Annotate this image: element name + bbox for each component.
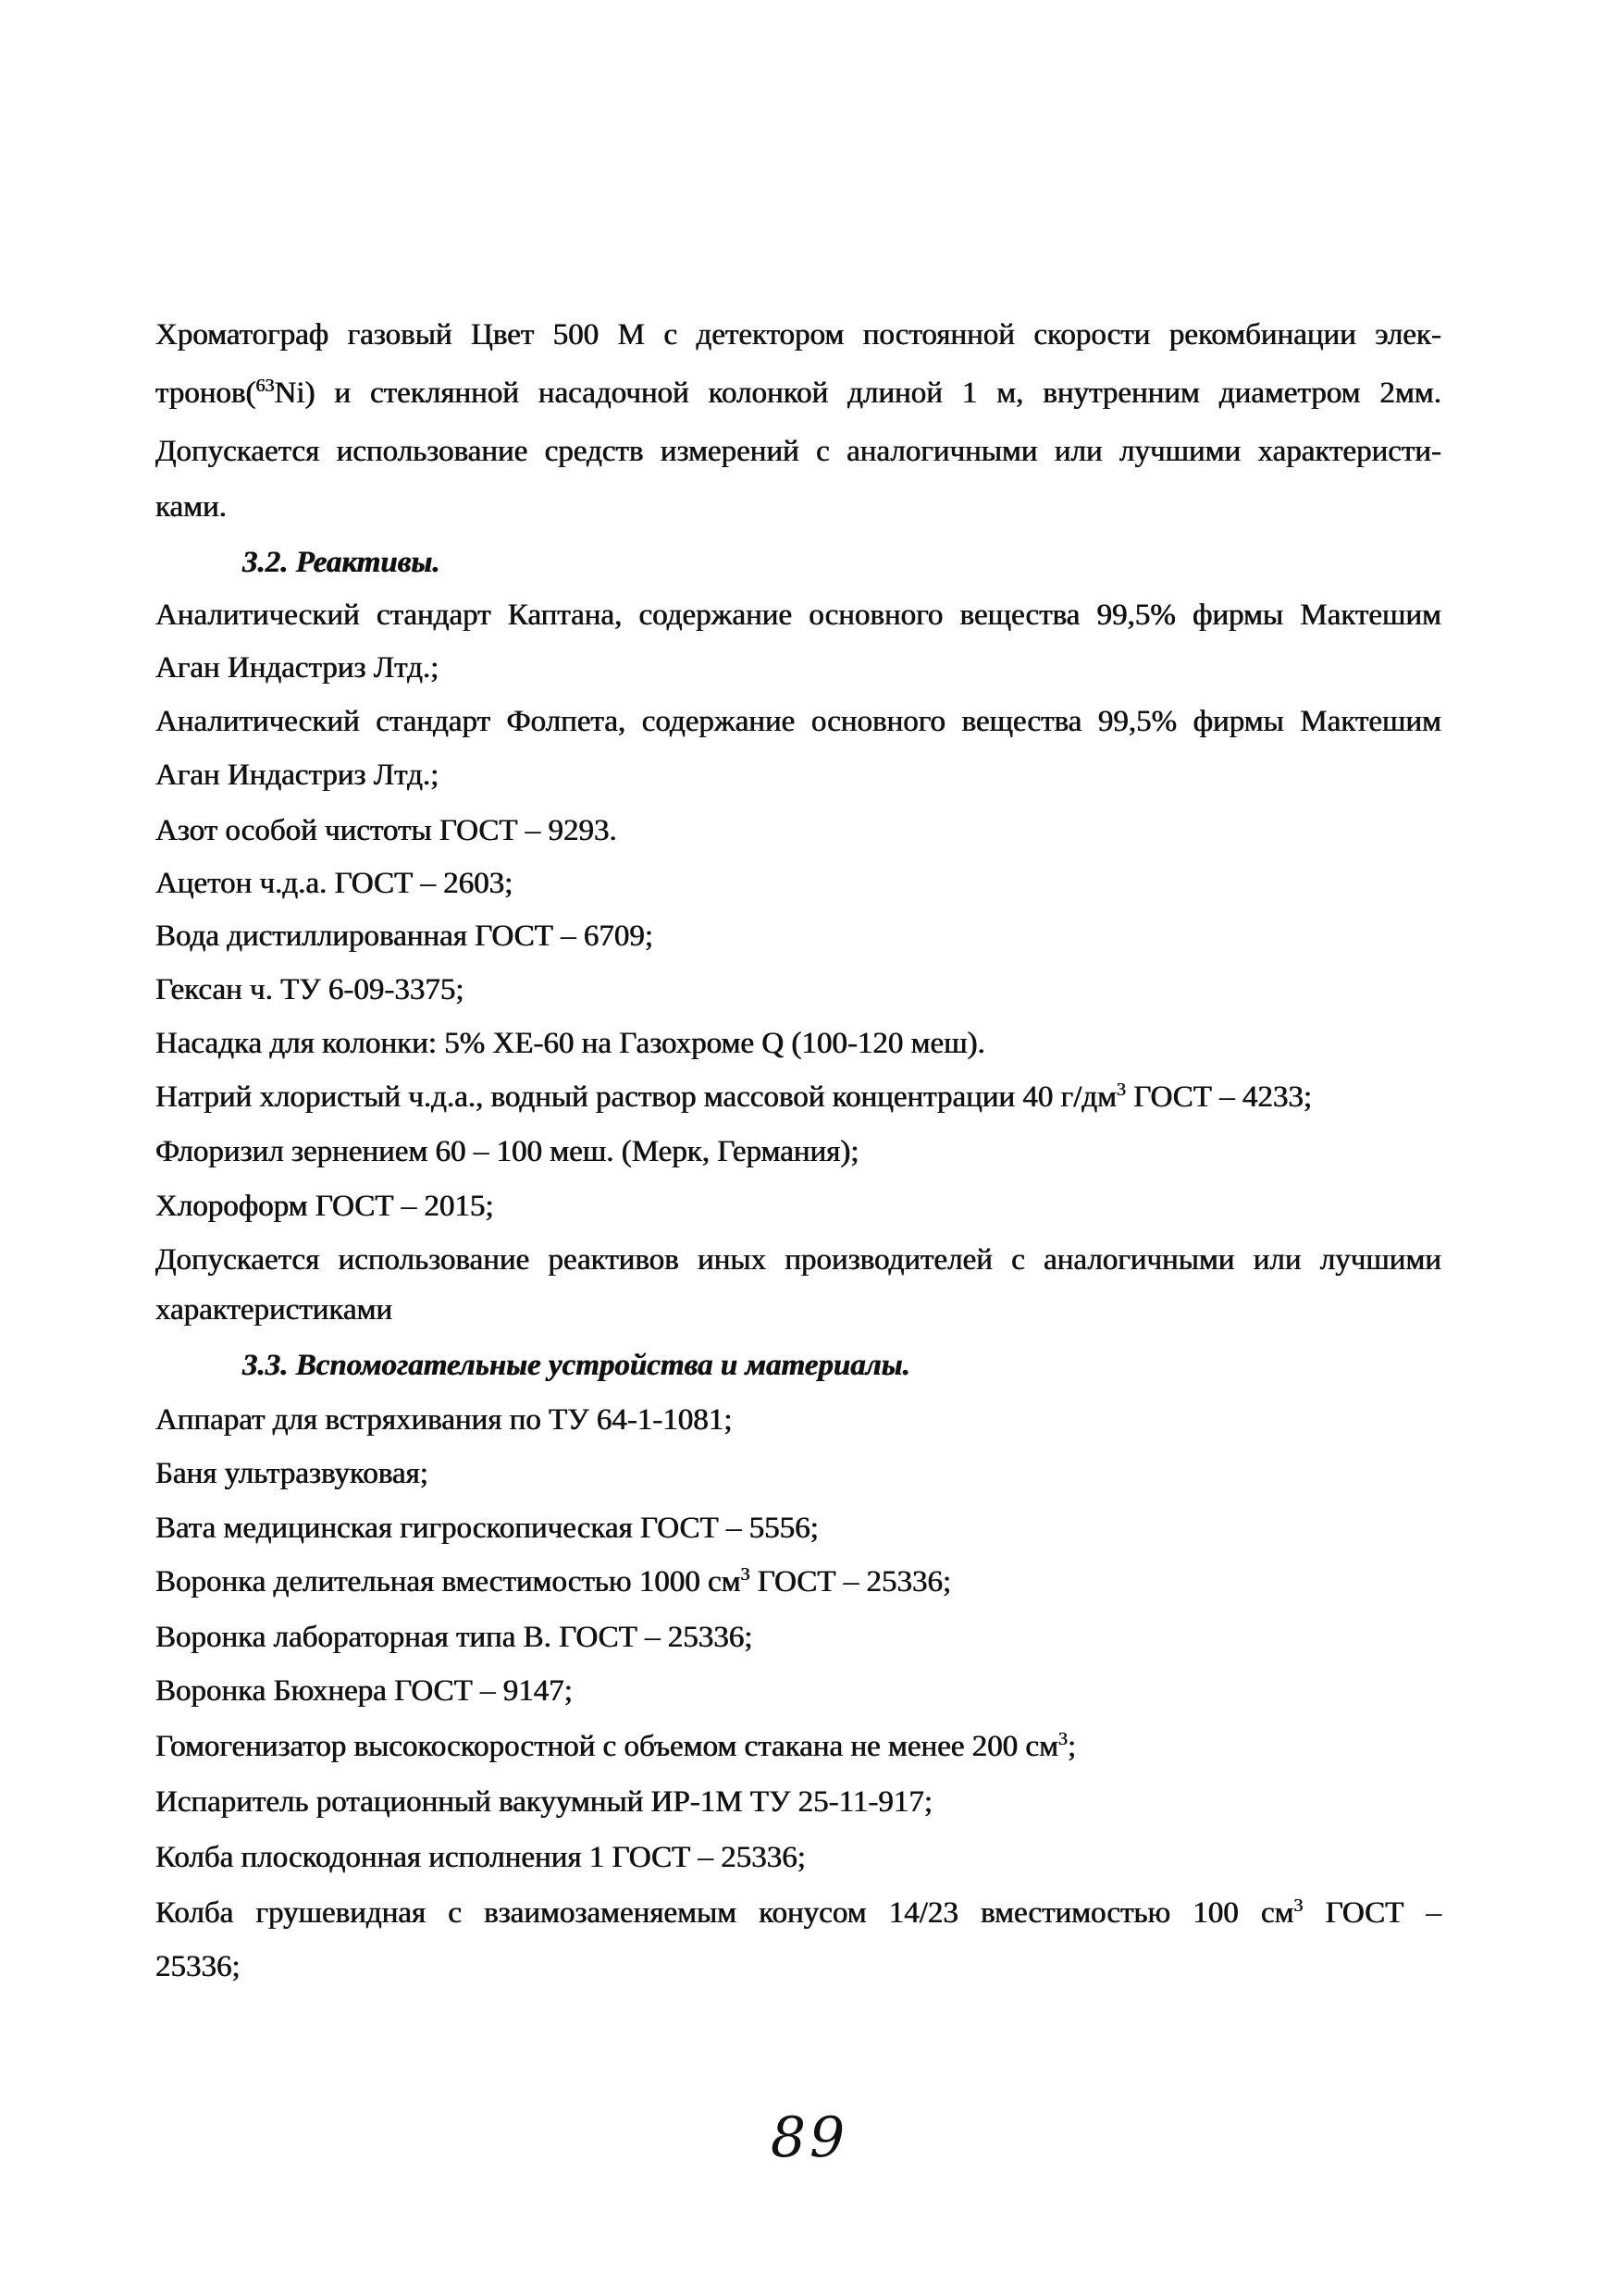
reagent-folpet-line-2: Аган Индастриз Лтд.; — [155, 759, 439, 792]
reagent-sodium-chloride — [155, 1079, 1441, 1116]
reagent-hexane: Гексан ч. ТУ 6-09-3375; — [155, 973, 464, 1006]
pear-flask-gost: ГОСТ – — [1303, 1896, 1441, 1930]
reagent-captan-line-1: Аналитический стандарт Каптана, содержание основного вещества 99,5% фирмы Мактешим — [155, 599, 1441, 632]
funnel-sep-superscript: 3 — [740, 1564, 750, 1585]
funnel-sep-gost: ГОСТ – 25336; — [749, 1565, 952, 1599]
pear-flask-superscript: 3 — [1293, 1895, 1304, 1916]
aux-rotary-evaporator: Испаритель ротационный вакуумный ИР-1М ТУ 25-11-917; — [155, 1785, 933, 1819]
nacl-superscript: 3 — [1117, 1080, 1127, 1100]
aux-pear-flask-line-1 — [155, 1895, 1441, 1932]
aux-separatory-funnel — [155, 1563, 1441, 1600]
reagent-column-packing: Насадка для колонки: 5% XE-60 на Газохроме Q (100-120 меш). — [155, 1027, 985, 1060]
reagent-acetone: Ацетон ч.д.а. ГОСТ – 2603; — [155, 867, 513, 900]
aux-ultrasonic-bath: Баня ультразвуковая; — [155, 1457, 428, 1490]
homogenizer-end: ; — [1068, 1730, 1077, 1763]
pear-flask-text: Колба грушевидная с взаимозаменяемым конусом 14/23 вместимостью 100 см — [155, 1896, 1294, 1930]
intro-line-4: ками. — [155, 490, 227, 524]
aux-flat-bottom-flask: Колба плоскодонная исполнения 1 ГОСТ – 25336; — [155, 1841, 806, 1874]
homogenizer-superscript: 3 — [1058, 1729, 1068, 1749]
intro-line-2 — [155, 375, 1441, 412]
aux-pear-flask-line-2: 25336; — [155, 1950, 241, 1983]
nacl-gost: ГОСТ – 4233; — [1126, 1080, 1313, 1114]
aux-shaker: Аппарат для встряхивания по ТУ 64-1-1081; — [155, 1403, 733, 1437]
aux-cotton: Вата медицинская гигроскопическая ГОСТ – 5556; — [155, 1512, 819, 1545]
homogenizer-text: Гомогенизатор высокоскоростной с объемом стакана не менее 200 см — [155, 1730, 1058, 1763]
intro-line-1: Хроматограф газовый Цвет 500 М с детектором постоянной скорости рекомбинации элек- — [155, 318, 1441, 352]
nacl-text: Натрий хлористый ч.д.а., водный раствор массовой концентрации 40 г/дм — [155, 1080, 1118, 1114]
page-number: 89 — [770, 2105, 849, 2170]
isotope-superscript: 63 — [255, 376, 275, 396]
reagent-florisil: Флоризил зернением 60 – 100 меш. (Мерк, Германия); — [155, 1135, 859, 1168]
reagent-captan-line-2: Аган Индастриз Лтд.; — [155, 651, 439, 685]
reagents-allowed-line-1: Допускается использование реактивов иных производителей с аналогичными или лучшими — [155, 1243, 1441, 1277]
aux-homogenizer — [155, 1728, 1441, 1765]
aux-lab-funnel: Воронка лабораторная типа В. ГОСТ – 25336; — [155, 1621, 753, 1654]
reagent-folpet-line-1: Аналитический стандарт Фолпета, содержание основного вещества 99,5% фирмы Мактешим — [155, 705, 1441, 738]
section-heading-auxiliary: 3.3. Вспомогательные устройства и материалы. — [242, 1349, 910, 1382]
reagent-nitrogen: Азот особой чистоты ГОСТ – 9293. — [155, 814, 617, 847]
reagent-water: Вода дистиллированная ГОСТ – 6709; — [155, 920, 654, 953]
intro-line-3: Допускается использование средств измерений с аналогичными или лучшими характеристи- — [155, 435, 1441, 468]
funnel-sep-text: Воронка делительная вместимостью 1000 см — [155, 1565, 741, 1599]
intro-line-2-pre: тронов( — [155, 376, 256, 410]
reagent-chloroform: Хлороформ ГОСТ – 2015; — [155, 1190, 494, 1223]
intro-line-2-post: Ni) и стеклянной насадочной колонкой длиной 1 м, внутренним диаметром 2мм. — [274, 376, 1441, 410]
reagents-allowed-line-2: характеристиками — [155, 1293, 393, 1327]
aux-buchner-funnel: Воронка Бюхнера ГОСТ – 9147; — [155, 1674, 573, 1708]
section-heading-reagents: 3.2. Реактивы. — [242, 546, 440, 579]
